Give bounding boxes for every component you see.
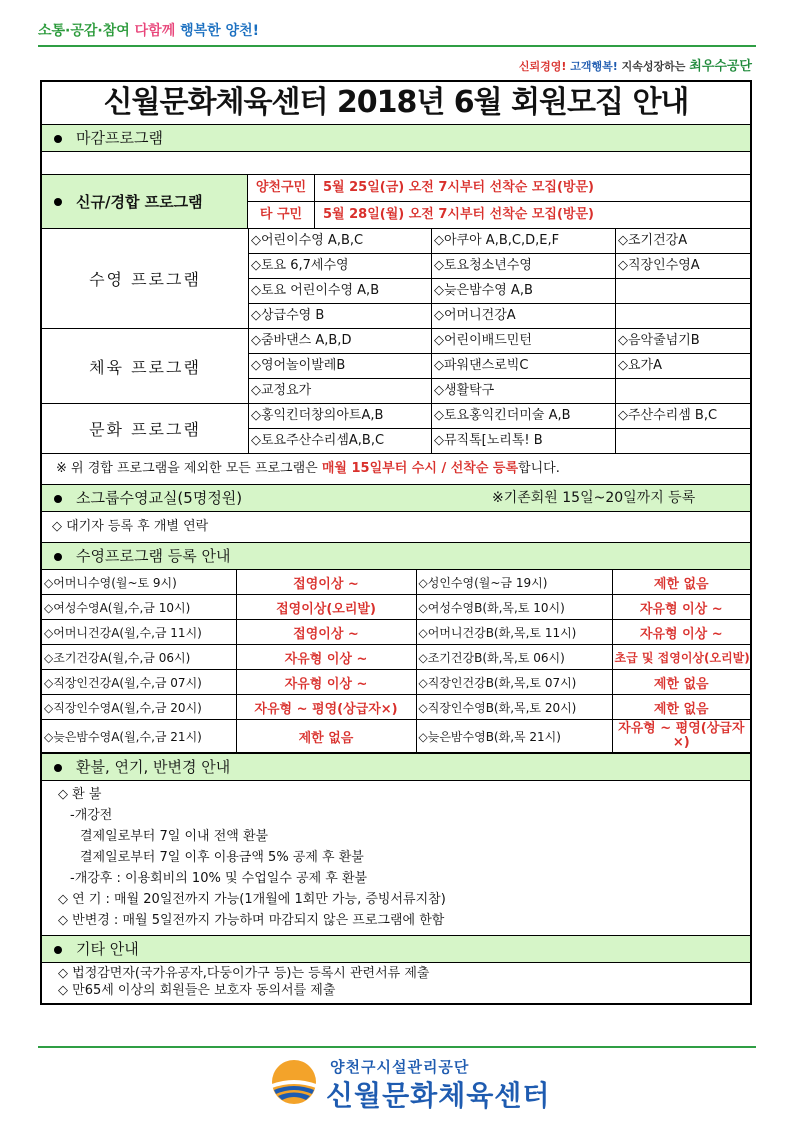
program-item: ◇토요 6,7세수영 <box>249 254 431 279</box>
notice-highlight: 매월 15일부터 수시 / 선착순 등록 <box>321 461 519 476</box>
section-closed-programs <box>42 125 750 152</box>
top-divider <box>38 45 756 47</box>
notice-suffix: 합니다. <box>518 461 560 476</box>
etc-line: ◇ 법정감면자(국가유공자,다둥이가구 등)는 등록시 관련서류 제출 <box>58 966 430 981</box>
swim-requirements-table <box>42 570 750 753</box>
tag-happiness: 고객행복! <box>570 60 618 73</box>
swim-class: ◇늦은밤수영B(화,목 21시) <box>416 720 612 753</box>
postpone-line: ◇ 연 기 : 매월 20일전까지 가능(1개월에 1회만 가능, 증빙서류지참) <box>58 892 446 907</box>
bullet-icon <box>54 135 62 143</box>
bullet-icon <box>54 495 62 503</box>
swim-requirement: 자유형 ~ 평영(상급자×) <box>236 695 416 720</box>
page-title: 신월문화체육센터 2018년 6월 회원모집 안내 <box>42 82 750 125</box>
refund-line: 결제일로부터 7일 이후 이용금액 5% 공제 후 환불 <box>80 850 364 865</box>
program-item: ◇상급수영 B <box>251 308 325 323</box>
swim-class: ◇여성수영B(화,목,토 10시) <box>416 595 612 620</box>
tag-growth: 지속성장하는 <box>621 60 686 73</box>
program-item: ◇파워댄스로빅C <box>431 354 615 379</box>
program-item <box>615 304 750 328</box>
program-item: ◇요가A <box>615 354 750 379</box>
swim-requirement: 제한 없음 <box>612 570 750 595</box>
swim-requirement: 자유형 ~ 평영(상급자×) <box>612 720 750 753</box>
signup-desc: 5월 28일(월) 오전 7시부터 선착순 모집(방문) <box>323 207 594 222</box>
swim-class: ◇직장인건강B(화,목,토 07시) <box>416 670 612 695</box>
refund-line: 결제일로부터 7일 이내 전액 환불 <box>80 829 269 844</box>
program-item: ◇늦은밤수영 A,B <box>431 279 615 304</box>
small-group-content: ◇ 대기자 등록 후 개별 연락 <box>42 512 750 543</box>
section-label: 기타 안내 <box>76 940 139 958</box>
swim-requirement: 자유형 이상 ~ <box>612 620 750 645</box>
swim-class: ◇직장인수영A(월,수,금 20시) <box>42 695 236 720</box>
program-grid <box>249 229 750 328</box>
signup-area: 양천구민 <box>248 175 315 201</box>
swim-class: ◇여성수영A(월,수,금 10시) <box>42 595 236 620</box>
program-item: ◇음악줄넘기B <box>615 329 750 354</box>
swim-class: ◇어머니건강A(월,수,금 11시) <box>42 620 236 645</box>
sunrise-logo-icon <box>270 1058 318 1106</box>
swim-requirement: 접영이상 ~ <box>236 570 416 595</box>
signup-rows <box>248 175 750 228</box>
program-category: 체육 프로그램 <box>42 329 249 403</box>
program-item: ◇어머니건강A <box>431 304 615 328</box>
swim-requirement: 접영이상(오리발) <box>236 595 416 620</box>
etc-line: ◇ 만65세 이상의 회원들은 보호자 동의서를 제출 <box>58 983 336 998</box>
program-group-sports <box>42 329 750 404</box>
table-row <box>42 645 750 670</box>
program-item: ◇조기건강A <box>615 229 750 254</box>
etc-content <box>42 963 750 1003</box>
program-item: ◇어린이수영 A,B,C <box>249 229 431 254</box>
program-item: ◇토요홍익킨더미술 A,B <box>431 404 615 429</box>
program-item: ◇생활탁구 <box>431 379 615 403</box>
signup-area: 타 구민 <box>248 202 315 228</box>
table-row <box>42 570 750 595</box>
bullet-icon <box>54 764 62 772</box>
bullet-icon <box>54 553 62 561</box>
bottom-divider <box>38 1046 756 1048</box>
signup-row <box>248 175 750 201</box>
small-group-period: ※기존회원 15일~20일까지 등록 <box>492 490 696 506</box>
swim-requirement: 제한 없음 <box>612 695 750 720</box>
program-item: ◇토요청소년수영 <box>431 254 615 279</box>
table-row <box>42 720 750 753</box>
swim-class: ◇늦은밤수영A(월,수,금 21시) <box>42 720 236 753</box>
section-label: 수영프로그램 등록 안내 <box>76 547 231 565</box>
notice-document <box>40 80 752 1005</box>
swim-class: ◇직장인수영B(화,목,토 20시) <box>416 695 612 720</box>
program-group-swim <box>42 229 750 329</box>
swim-class: ◇성인수영(월~금 19시) <box>416 570 612 595</box>
signup-desc: 5월 25일(금) 오전 7시부터 선착순 모집(방문) <box>323 180 594 195</box>
footer-org-name: 양천구시설관리공단 <box>330 1058 470 1076</box>
bullet-icon <box>54 198 62 206</box>
swim-requirement: 자유형 이상 ~ <box>236 670 416 695</box>
bullet-icon <box>54 946 62 954</box>
notice-prefix: ※ 위 경합 프로그램을 제외한 모든 프로그램은 <box>56 461 322 476</box>
section-etc <box>42 936 750 963</box>
refund-content <box>42 781 750 936</box>
section-label: 소그룹수영교실(5명정원) <box>76 489 243 507</box>
swim-requirement: 자유형 이상 ~ <box>236 645 416 670</box>
program-item: ◇주산수리셈 B,C <box>615 404 750 429</box>
swim-requirement: 초급 및 접영이상(오리발) <box>612 645 750 670</box>
top-tagline <box>519 55 752 74</box>
signup-label-cell <box>42 175 248 228</box>
swim-requirement: 자유형 이상 ~ <box>612 595 750 620</box>
swim-class: ◇조기건강B(화,목,토 06시) <box>416 645 612 670</box>
table-row <box>42 620 750 645</box>
swim-class: ◇조기건강A(월,수,금 06시) <box>42 645 236 670</box>
program-item: ◇교정요가 <box>251 383 312 398</box>
signup-schedule <box>42 175 750 229</box>
swim-class: ◇어머니수영(월~토 9시) <box>42 570 236 595</box>
program-item: ◇아쿠아 A,B,C,D,E,F <box>431 229 615 254</box>
swim-class: ◇직장인건강A(월,수,금 07시) <box>42 670 236 695</box>
program-item <box>615 379 750 403</box>
slogan-mid: 다함께 <box>134 23 176 39</box>
section-label: 환불, 연기, 반변경 안내 <box>76 758 231 776</box>
swim-requirement: 제한 없음 <box>612 670 750 695</box>
section-swim-registration <box>42 543 750 570</box>
program-item: ◇직장인수영A <box>615 254 750 279</box>
refund-line: -개강후 : 이용회비의 10% 및 수업일수 공제 후 환불 <box>70 871 368 886</box>
program-item: ◇어린이배드민턴 <box>431 329 615 354</box>
program-item: ◇토요 어린이수영 A,B <box>249 279 431 304</box>
program-group-culture <box>42 404 750 454</box>
program-item: ◇토요주산수리셈A,B,C <box>251 433 385 448</box>
section-small-group <box>42 485 750 512</box>
section-label: 마감프로그램 <box>76 129 163 147</box>
program-item: ◇뮤직톡[노리톡! B <box>431 429 615 453</box>
footer-center-name: 신월문화체육센터 <box>326 1079 551 1112</box>
top-slogan <box>38 20 259 40</box>
class-change-line: ◇ 반변경 : 매월 5일전까지 가능하며 마감되지 않은 프로그램에 한함 <box>58 913 445 928</box>
program-item: ◇줌바댄스 A,B,D <box>249 329 431 354</box>
closed-programs-content <box>42 152 750 175</box>
program-item <box>615 279 750 304</box>
swim-requirement: 제한 없음 <box>236 720 416 753</box>
slogan-start: 소통·공감·참여 <box>38 23 130 39</box>
tag-brand: 최우수공단 <box>689 59 752 74</box>
program-item: ◇영어놀이발레B <box>249 354 431 379</box>
signup-row <box>248 201 750 228</box>
table-row <box>42 670 750 695</box>
swim-requirement: 접영이상 ~ <box>236 620 416 645</box>
section-refund <box>42 753 750 781</box>
refund-line: -개강전 <box>70 808 113 823</box>
tag-trust: 신뢰경영! <box>518 60 567 73</box>
program-item <box>615 429 750 453</box>
table-row <box>42 695 750 720</box>
slogan-end: 행복한 양천! <box>180 23 259 39</box>
signup-label: 신규/경합 프로그램 <box>76 193 203 211</box>
program-item: ◇홍익킨더창의아트A,B <box>249 404 431 429</box>
program-category: 문화 프로그램 <box>42 404 249 453</box>
registration-notice <box>42 454 750 485</box>
program-category: 수영 프로그램 <box>42 229 249 328</box>
table-row <box>42 595 750 620</box>
swim-class: ◇어머니건강B(화,목,토 11시) <box>416 620 612 645</box>
refund-line: ◇ 환 불 <box>58 787 102 802</box>
program-grid <box>249 329 750 403</box>
program-grid <box>249 404 750 453</box>
